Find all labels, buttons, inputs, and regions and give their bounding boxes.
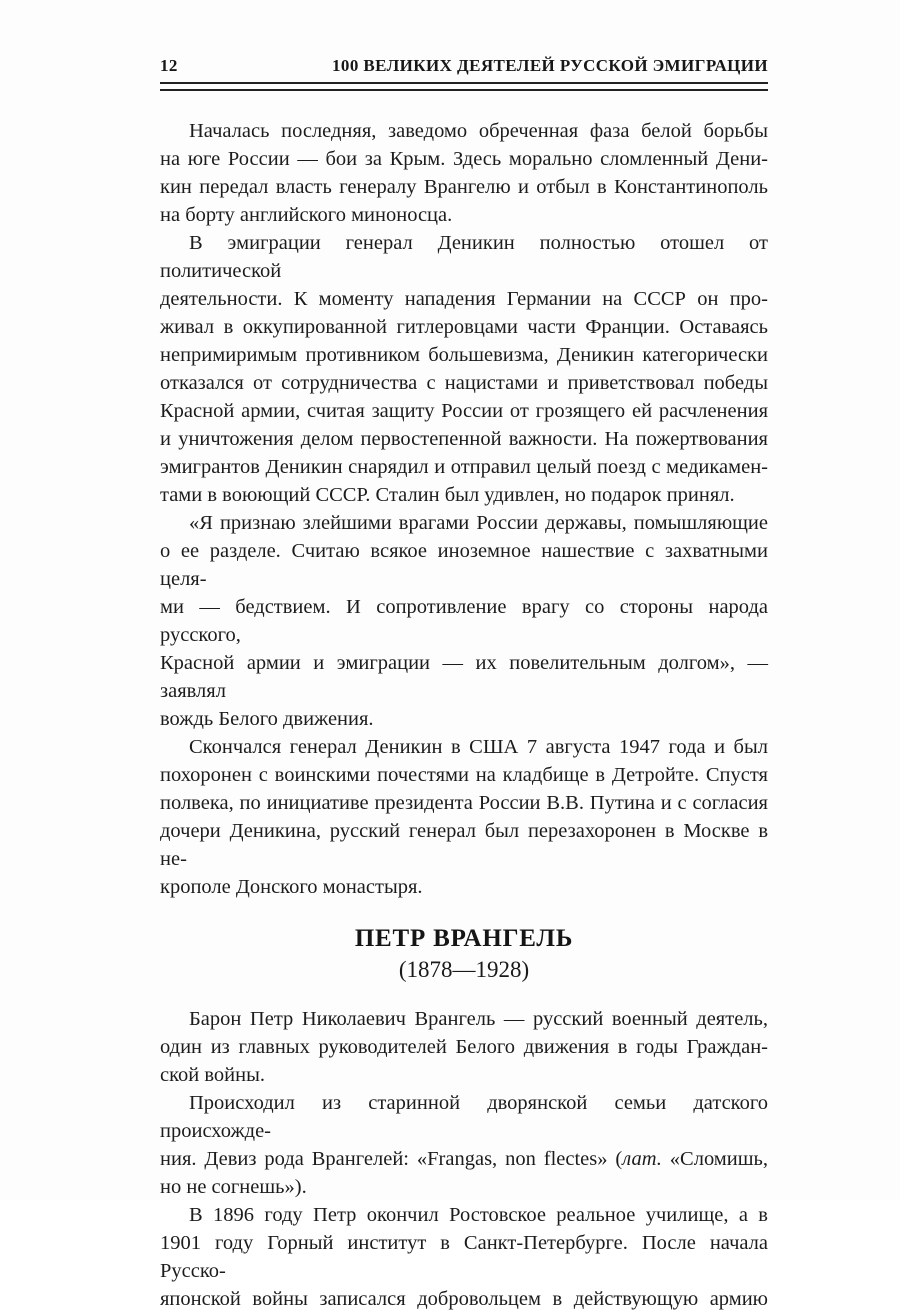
paragraph <box>160 1005 768 1089</box>
text-line: В эмиграции генерал Деникин полностью отошел от политической <box>160 232 768 282</box>
denikin-paragraphs <box>160 117 768 901</box>
text-line: отказался от сотрудничества с нацистами и приветствовал победы <box>160 372 768 394</box>
section-heading <box>160 923 768 985</box>
text-line: Красной армии и эмиграции — их повелительным долгом», — заявлял <box>160 652 768 702</box>
section-years: (1878—1928) <box>398 957 530 982</box>
text-line: дочери Деникина, русский генерал был перезахоронен в Москве в не- <box>160 820 768 870</box>
text-line: непримиримым противником большевизма, Деникин категорически <box>160 344 768 366</box>
text-line: ской войны. <box>160 1064 265 1086</box>
text-line: на юге России — бои за Крым. Здесь морально сломленный Дени- <box>160 148 768 170</box>
paragraph <box>160 1089 768 1201</box>
text-line: «Я признаю злейшими врагами России державы, помышляющие <box>189 512 768 534</box>
text-line: Началась последняя, заведомо обреченная фаза белой борьбы <box>189 120 768 142</box>
text-line: Красной армии, считая защиту России от грозящего ей расчленения <box>160 400 768 422</box>
text-line: деятельности. К моменту нападения Германии на СССР он про- <box>160 288 768 310</box>
running-title: 100 ВЕЛИКИХ ДЕЯТЕЛЕЙ РУССКОЙ ЭМИГРАЦИИ <box>332 56 768 75</box>
page-header <box>160 56 768 76</box>
paragraph <box>160 509 768 733</box>
text-line: на борту английского миноносца. <box>160 204 453 226</box>
page-content <box>160 56 768 1313</box>
text-line: кин передал власть генералу Врангелю и отбыл в Константинополь <box>160 176 768 198</box>
text-line: ния. Девиз рода Врангелей: «Frangas, non flectes» (лат. «Сломишь, <box>160 1148 769 1170</box>
text-line: крополе Донского монастыря. <box>160 876 423 898</box>
section-title: ПЕТР ВРАНГЕЛЬ <box>354 925 574 952</box>
text-line: похоронен с воинскими почестями на кладбище в Детройте. Спустя <box>160 764 768 786</box>
text-line: В 1896 году Петр окончил Ростовское реальное училище, а в <box>189 1204 768 1226</box>
text-line: японской войны записался добровольцем в действующую армию <box>160 1288 768 1310</box>
paragraph <box>160 117 768 229</box>
text-line: 1901 году Горный институт в Санкт-Петербурге. После начала Русско- <box>160 1232 768 1282</box>
text-line: о ее разделе. Считаю всякое иноземное нашествие с захватными целя- <box>160 540 768 590</box>
header-rule <box>160 82 768 91</box>
text-line: Скончался генерал Деникин в США 7 августа 1947 года и был <box>189 736 768 758</box>
text-line: ми — бедствием. И сопротивление врагу со стороны народа русского, <box>160 596 768 646</box>
text-line: и уничтожения делом первостепенной важности. На пожертвования <box>160 428 768 450</box>
text-line: полвека, по инициативе президента России В.В. Путина и с согласия <box>160 792 768 814</box>
text-line: вождь Белого движения. <box>160 708 374 730</box>
text-line: эмигрантов Деникин снарядил и отправил целый поезд с медикамен- <box>160 456 768 478</box>
text-line: тами в воюющий СССР. Сталин был удивлен, но подарок принял. <box>160 484 735 506</box>
paragraph <box>160 1201 768 1313</box>
paragraph <box>160 229 768 509</box>
text-line: Барон Петр Николаевич Врангель — русский военный деятель, <box>189 1008 768 1030</box>
text-line: но не согнешь»). <box>160 1176 307 1198</box>
page-number: 12 <box>160 56 178 75</box>
text-line: Происходил из старинной дворянской семьи датского происхожде- <box>160 1092 768 1142</box>
text-line: живал в оккупированной гитлеровцами части Франции. Оставаясь <box>160 316 768 338</box>
text-line: один из главных руководителей Белого движения в годы Граждан- <box>160 1036 768 1058</box>
wrangel-paragraphs <box>160 1005 768 1313</box>
article-body <box>160 117 768 1313</box>
paragraph <box>160 733 768 901</box>
